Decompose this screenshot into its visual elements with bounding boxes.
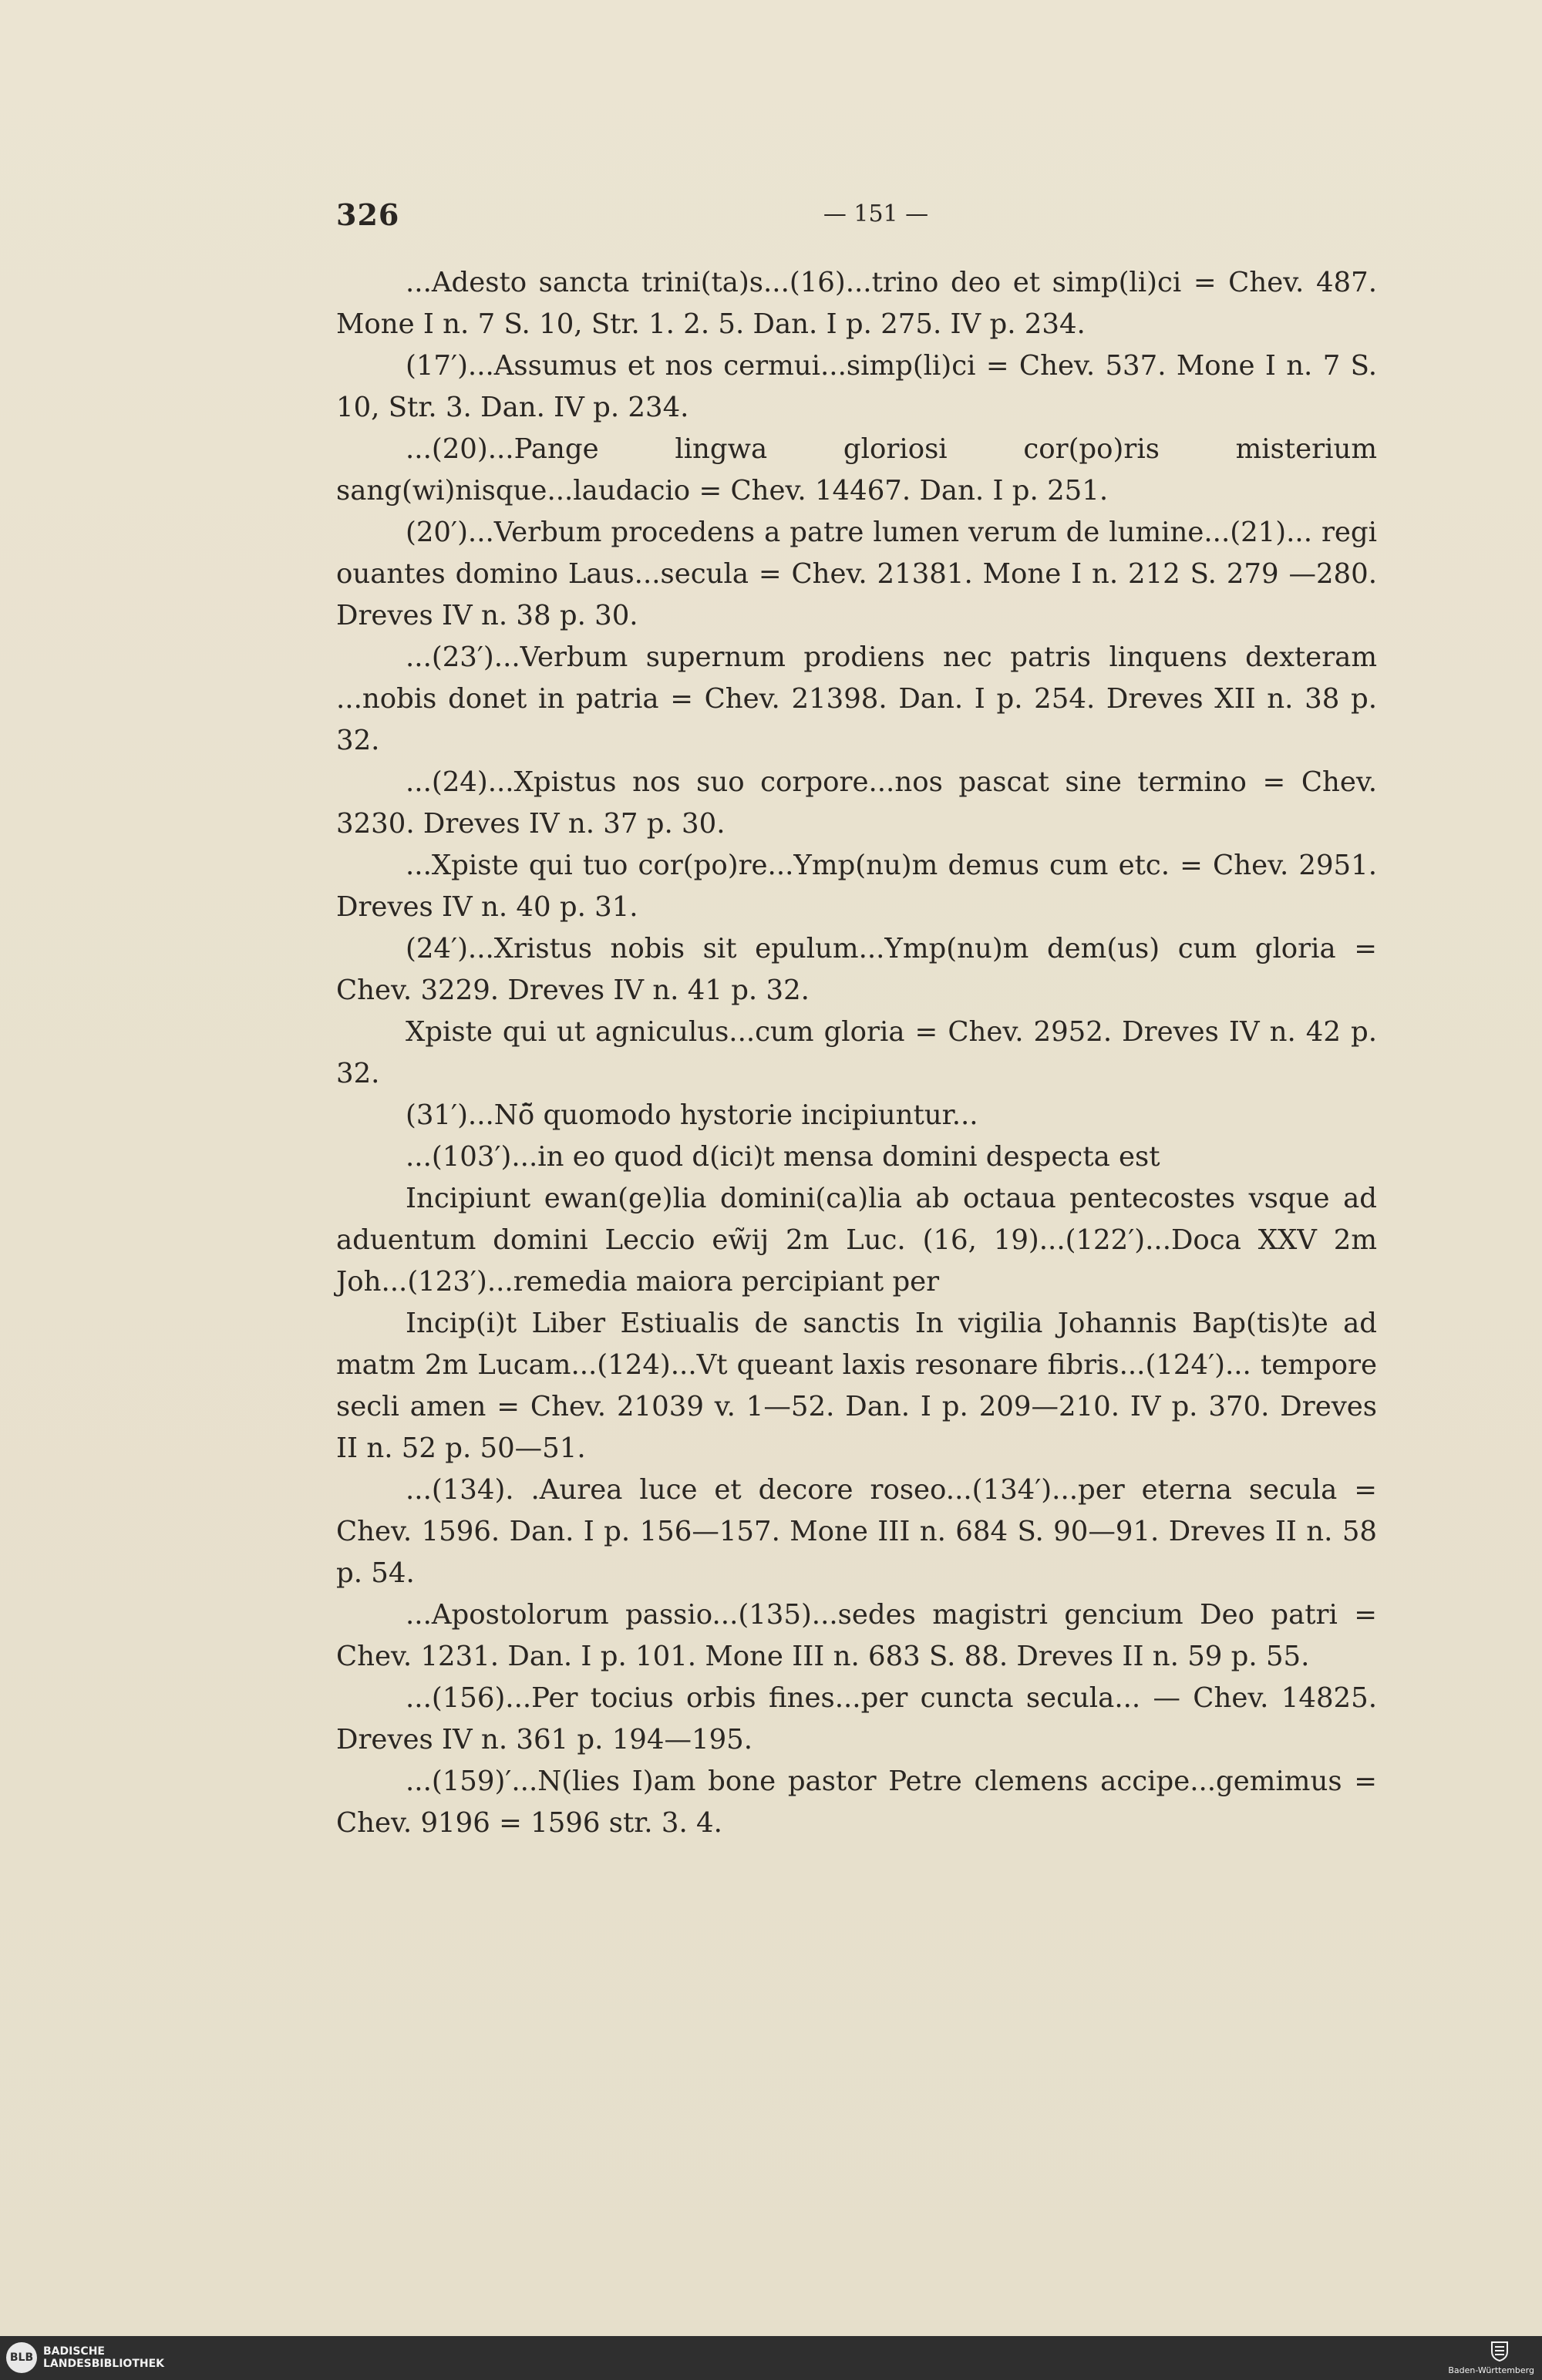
paragraph: ...(20)...Pange lingwa gloriosi cor(po)ris misterium sang(wi)nisque...laudacio = Chev. 14467. Dan. I p. 251. bbox=[336, 433, 1377, 507]
blb-logo-icon: BLB bbox=[6, 2342, 37, 2373]
library-name-line1: BADISCHE bbox=[43, 2345, 105, 2358]
page-header bbox=[336, 197, 1377, 244]
paragraph: (20′)...Verbum procedens a patre lumen verum de lumine...(21)... regi ouantes domino Laus...secula = Chev. 21381. Mone I n. 212 S. 279 —280. Dreves IV n. 38 p. 30. bbox=[336, 517, 1377, 631]
paragraph: (31′)...Nō̃ quomodo hystorie incipiuntur... bbox=[406, 1099, 978, 1131]
state-coat-of-arms-icon bbox=[1488, 2339, 1511, 2362]
paragraph: Incip(i)t Liber Estiualis de sanctis In vigilia Johannis Bap(tis)te ad matm 2m Lucam...(124)...Vt queant laxis resonare fibris...(124′)... tempore secli amen = Chev. 21039 v. 1—52. Dan. I p. 209—210. IV p. 370. Dreves II n. 52 p. 50—51. bbox=[336, 1308, 1377, 1464]
paragraph: Incipiunt ewan(ge)lia domini(ca)lia ab octaua pentecostes vsque ad aduentum domini Leccio ew̃ij 2m Luc. (16, 19)...(122′)...Doca XXV 2m Joh...(123′)...remedia maiora percipiant per bbox=[336, 1183, 1377, 1298]
library-name-line2: LANDESBIBLIOTHEK bbox=[43, 2358, 165, 2370]
state-label: Baden-Württemberg bbox=[1448, 2365, 1534, 2375]
paragraph: ...(23′)...Verbum supernum prodiens nec patris linquens dexteram ...nobis donet in patria = Chev. 21398. Dan. I p. 254. Dreves XII n. 38 p. 32. bbox=[336, 641, 1377, 756]
paragraph: ...Apostolorum passio...(135)...sedes magistri gencium Deo patri = Chev. 1231. Dan. I p. 101. Mone III n. 683 S. 88. Dreves II n. 59 p. 55. bbox=[336, 1599, 1377, 1672]
body-text bbox=[336, 262, 1377, 1844]
page-number: 326 bbox=[336, 197, 400, 232]
paragraph: (24′)...Xristus nobis sit epulum...Ymp(nu)m dem(us) cum gloria = Chev. 3229. Dreves IV n. 41 p. 32. bbox=[336, 933, 1377, 1006]
library-name bbox=[43, 2345, 164, 2370]
paragraph: ...Adesto sancta trini(ta)s...(16)...trino deo et simp(li)ci = Chev. 487. Mone I n. 7 S. 10, Str. 1. 2. 5. Dan. I p. 275. IV p. 234. bbox=[336, 267, 1377, 340]
library-footer bbox=[0, 2336, 1542, 2380]
paragraph: ...(159)′...N(lies I)am bone pastor Petre clemens accipe...gemimus = Chev. 9196 = 1596 str. 3. 4. bbox=[336, 1766, 1377, 1839]
paragraph: ...(156)...Per tocius orbis fines...per cuncta secula... — Chev. 14825. Dreves IV n. 361 p. 194—195. bbox=[336, 1682, 1377, 1756]
paragraph: Xpiste qui ut agniculus...cum gloria = Chev. 2952. Dreves IV n. 42 p. 32. bbox=[336, 1016, 1377, 1089]
running-head: — 151 — bbox=[823, 200, 929, 227]
paragraph: ...Xpiste qui tuo cor(po)re...Ymp(nu)m demus cum etc. = Chev. 2951. Dreves IV n. 40 p. 31. bbox=[336, 850, 1377, 923]
paragraph: ...(103′)...in eo quod d(ici)t mensa domini despecta est bbox=[406, 1141, 1160, 1173]
paragraph: ...(24)...Xpistus nos suo corpore...nos pascat sine termino = Chev. 3230. Dreves IV n. 37 p. 30. bbox=[336, 766, 1377, 840]
paragraph: (17′)...Assumus et nos cermui...simp(li)ci = Chev. 537. Mone I n. 7 S. 10, Str. 3. Dan. IV p. 234. bbox=[336, 350, 1377, 423]
paragraph: ...(134). .Aurea luce et decore roseo...(134′)...per eterna secula = Chev. 1596. Dan. I p. 156—157. Mone III n. 684 S. 90—91. Dreves II n. 58 p. 54. bbox=[336, 1474, 1377, 1589]
